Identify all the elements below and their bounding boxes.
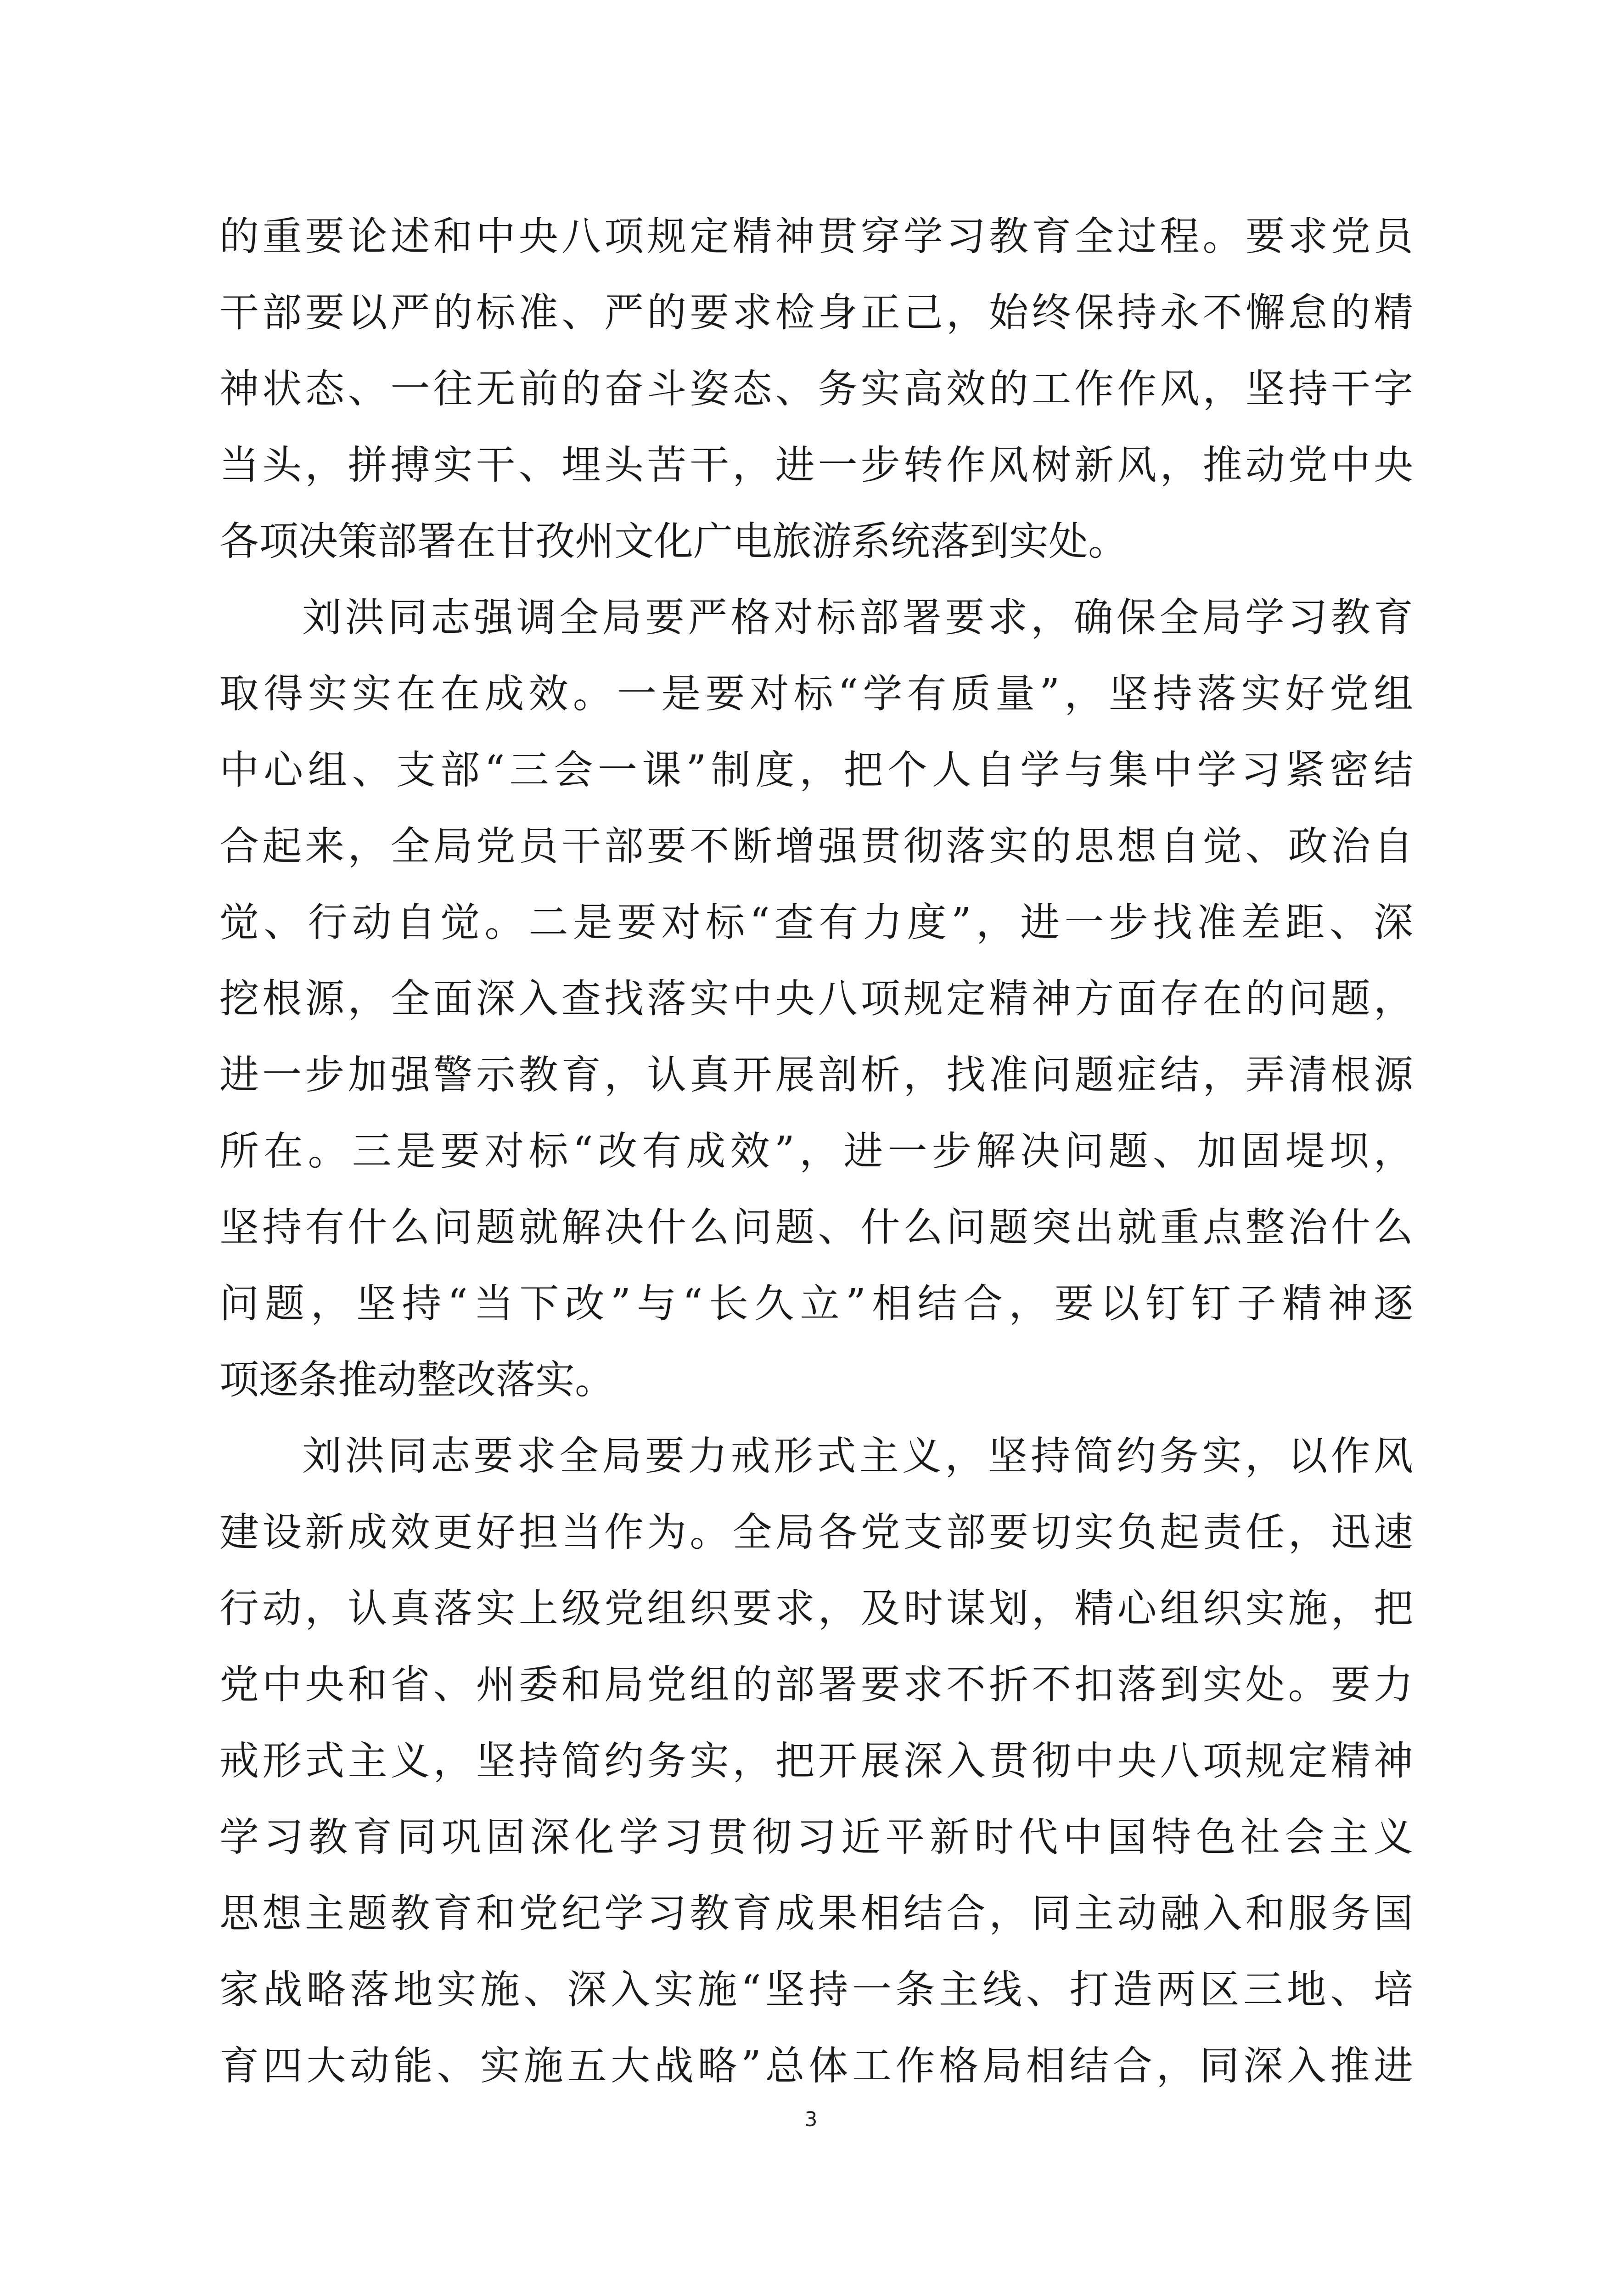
- text-line: 家战略落地实施、深入实施“坚持一条主线、打造两区三地、培: [219, 1967, 1413, 2013]
- text-line: 神状态、一往无前的奋斗姿态、务实高效的工作作风，坚持干字: [219, 366, 1413, 412]
- text-line: 思想主题教育和党纪学习教育成果相结合，同主动融入和服务国: [219, 1891, 1413, 1936]
- text-line: 党中央和省、州委和局党组的部署要求不折不扣落到实处。要力: [219, 1662, 1413, 1708]
- text-line: 建设新成效更好担当作为。全局各党支部要切实负起责任，迅速: [219, 1509, 1413, 1555]
- text-line: 问题，坚持“当下改”与“长久立”相结合，要以钉钉子精神逐: [219, 1281, 1413, 1327]
- page-number: 3: [804, 2108, 818, 2131]
- text-line: 合起来，全局党员干部要不断增强贯彻落实的思想自觉、政治自: [219, 823, 1413, 869]
- text-line: 干部要以严的标准、严的要求检身正己，始终保持永不懈怠的精: [219, 290, 1413, 336]
- body-text: [219, 198, 1413, 2104]
- text-line: 各项决策部署在甘孜州文化广电旅游系统落到实处。: [219, 518, 1128, 564]
- text-line: 挖根源，全面深入查找落实中央八项规定精神方面存在的问题，: [219, 976, 1413, 1022]
- text-line: 取得实实在在成效。一是要对标“学有质量”，坚持落实好党组: [219, 671, 1413, 717]
- text-line: 所在。三是要对标“改有成效”，进一步解决问题、加固堤坝，: [219, 1128, 1413, 1174]
- text-line: 育四大动能、实施五大战略”总体工作格局相结合，同深入推进: [219, 2043, 1413, 2089]
- paragraph-start-line: 刘洪同志要求全局要力戒形式主义，坚持简约务实，以作风: [302, 1433, 1413, 1479]
- text-line: 觉、行动自觉。二是要对标“查有力度”，进一步找准差距、深: [219, 900, 1413, 945]
- text-line: 项逐条推动整改落实。: [219, 1357, 614, 1403]
- text-line: 坚持有什么问题就解决什么问题、什么问题突出就重点整治什么: [219, 1204, 1413, 1250]
- text-line: 戒形式主义，坚持简约务实，把开展深入贯彻中央八项规定精神: [219, 1738, 1413, 1784]
- paragraph-start-line: 刘洪同志强调全局要严格对标部署要求，确保全局学习教育: [302, 595, 1413, 641]
- text-line: 的重要论述和中央八项规定精神贯穿学习教育全过程。要求党员: [219, 214, 1413, 259]
- text-line: 行动，认真落实上级党组织要求，及时谋划，精心组织实施，把: [219, 1586, 1413, 1632]
- text-line: 学习教育同巩固深化学习贯彻习近平新时代中国特色社会主义: [219, 1814, 1413, 1860]
- text-line: 进一步加强警示教育，认真开展剖析，找准问题症结，弄清根源: [219, 1052, 1413, 1098]
- text-line: 当头，拼搏实干、埋头苦干，进一步转作风树新风，推动党中央: [219, 442, 1413, 488]
- text-line: 中心组、支部“三会一课”制度，把个人自学与集中学习紧密结: [219, 747, 1413, 793]
